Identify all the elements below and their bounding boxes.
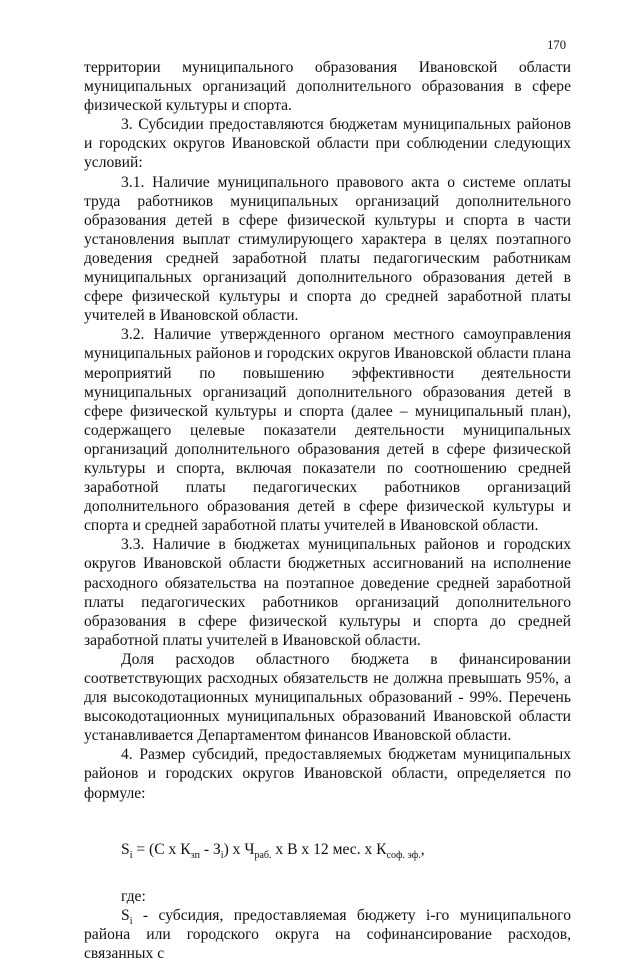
formula-part3: ) х Ч [223, 840, 255, 858]
formula-part4: х В х 12 мес. х К [271, 840, 387, 858]
def-s: S [121, 906, 130, 924]
formula-part1: = (С х К [132, 840, 191, 858]
document-body [84, 58, 571, 963]
where-label: где: [121, 887, 146, 905]
formula-k-sub: зп [190, 849, 200, 861]
paragraph-3-1: 3.1. Наличие муниципального правового акта о системе оплаты труда работников муниципальных организаций дополнительного образования детей в сфере физической культуры и спорта в части установления выплат стимулирующего характера в целях поэтапного доведения средней заработной платы педагогическим работникам муниципальных организаций дополнительного образования детей в сфере физической культуры и спорта до средней заработной платы учителей в Ивановской области. [84, 173, 571, 325]
def-s-sub: i [129, 915, 133, 927]
subsidy-formula [121, 840, 571, 859]
def-text: - субсидия, предоставляемая бюджету i-го муниципального района или городского округа на софинансирование расходов, связанных с [84, 906, 571, 963]
formula-ch-sub: раб. [254, 849, 272, 861]
formula-s-sub: i [129, 849, 133, 861]
formula-ksof-sub: соф. эф. [386, 849, 421, 861]
formula-part2: - З [199, 840, 221, 858]
paragraph-3-2: 3.2. Наличие утвержденного органом местного самоуправления муниципальных районов и городских округов Ивановской области плана мероприятий по повышению эффективности деятельности муниципальных организаций дополнительного образования детей в сфере физической культуры и спорта (далее – муниципальный план), содержащего целевые показатели деятельности муниципальных организаций дополнительного образования детей в сфере физической культуры и спорта, включая показатели по соотношению средней заработной платы педагогических работников организаций дополнительного образования детей в сфере физической культуры и спорта и средней заработной платы учителей в Ивановской области. [84, 326, 571, 535]
paragraph-3: 3. Субсидии предоставляются бюджетам муниципальных районов и городских округов Ивановской области при соблюдении следующих условий: [84, 116, 571, 172]
definition-si [84, 906, 571, 963]
formula-z-sub: i [220, 849, 224, 861]
paragraph-share: Доля расходов областного бюджета в финансировании соответствующих расходных обязательств не должна превышать 95%, а для высокодотационных муниципальных образований - 99%. Перечень высокодотационных муниципальных образований Ивановской области устанавливается Департаментом финансов Ивановской области. [84, 650, 571, 745]
paragraph-4: 4. Размер субсидий, предоставляемых бюджетам муниципальных районов и городских округов Ивановской области, определяется по формуле: [84, 746, 571, 802]
paragraph-intro: территории муниципального образования Ивановской области муниципальных организаций дополнительного образования в сфере физической культуры и спорта. [84, 59, 571, 115]
formula-tail: , [420, 840, 425, 858]
formula-s: S [121, 840, 130, 858]
page-number: 170 [547, 38, 566, 52]
paragraph-3-3: 3.3. Наличие в бюджетах муниципальных районов и городских округов Ивановской области бюджетных ассигнований на исполнение расходного обязательства на поэтапное доведение средней заработной платы педагогических работников организаций дополнительного образования в сфере физической культуры и спорта до средней заработной платы учителей в Ивановской области. [84, 536, 571, 649]
